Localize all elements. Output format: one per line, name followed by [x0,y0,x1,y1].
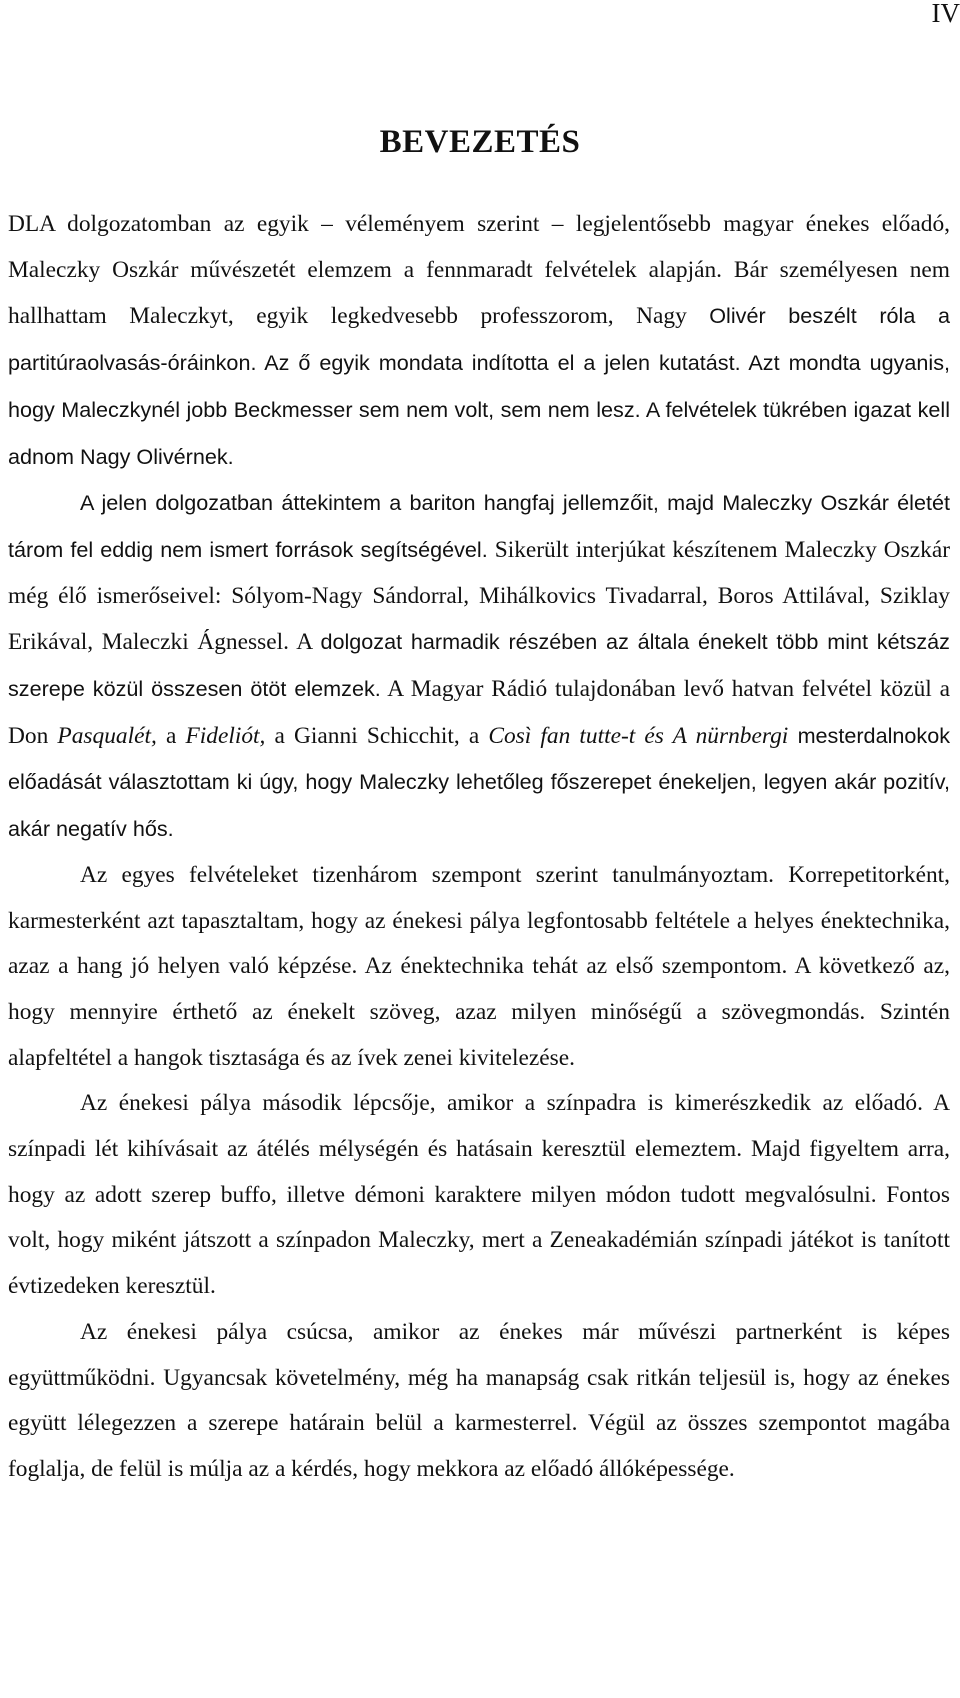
page-number: IV [931,0,960,28]
page-title: BEVEZETÉS [379,124,581,160]
paragraph-2-italic-cosi: Così fan tutte-t és A nürnbergi [488,722,789,749]
paragraph-2-part-f: a [156,722,186,749]
paragraph-1-part-a: DLA dolgozatomban az egyik – véleményem szerint – legjelentősebb magyar énekes előadó, Maleczky Oszkár művészetét elemzem a fennmaradt felvételek alapján. Bár személyesen nem hallhattam Maleczkyt, egyik legkedvesebb professzorom, Nagy [8,211,950,330]
paragraph-3: Az egyes felvételeket tizenhárom szempont szerint tanulmányoztam. Korrepetitorként, karmesterként azt tapasztaltam, hogy az énekesi pálya legfontosabb feltétele a helyes énektechnika, azaz a hang jó helyen való képzése. Az énektechnika tehát az első szempontom. A következő az, hogy mennyire érthető az énekelt szöveg, azaz milyen minőségű a szövegmondás. Szintén alapfeltétel a hangok tisztasága és az ívek zenei kivitelezése. [8,861,950,1071]
paragraph-1 [8,202,950,480]
paragraph-5: Az énekesi pálya csúcsa, amikor az énekes már művészi partnerként is képes együttműködni. Ugyancsak követelmény, még ha manapság csak ritkán teljesül is, hogy az énekes együtt lélegezzen a szerepe határain belül a karmesterrel. Végül az összes szempontot magába foglalja, de felül is múlja az a kérdés, hogy mekkora az előadó állóképessége. [8,1318,950,1482]
paragraph-2-part-h: a Gianni Schicchit, a [265,722,489,749]
paragraph-2-part-b: Sikerült interjúkat készítenem Maleczky Oszkár még élő ismerőseivel: Sólyom-Nagy Sándorral, Mihálkovics Tivadarral, Boros Attilával, Sziklay Erikával, Maleczki Ágnessel. A [8,536,951,656]
paragraph-2-italic-fidelio: Fideliót, [185,722,266,749]
paragraph-2-italic-pasquale: Pasqualét, [57,722,157,749]
paragraph-2-part-a: A jelen dolgozatban áttekintem a bariton hangfaj jellemzőit, majd Maleczky Oszkár életét tárom fel eddig nem ismert források segítségével. [8,490,950,562]
paragraph-4: Az énekesi pálya második lépcsője, amikor a színpadra is kimerészkedik az előadó. A színpadi lét kihívásait az átélés mélységén és hatásain keresztül elemeztem. Majd figyeltem arra, hogy az adott szerep buffo, illetve démoni karaktere milyen módon tudott megvalósulni. Fontos volt, hogy miként játszott a színpadon Maleczky, mert a Zeneakadémián színpadi játékot is tanított évtizedeken keresztül. [8,1090,950,1300]
paragraph-2 [8,480,950,853]
paragraph-2-part-d: A Magyar Rádió tulajdonában levő hatvan felvétel közül a Don [8,676,950,749]
body-text [8,202,950,1493]
paragraph-2-part-c: dolgozat harmadik részében az általa énekelt több mint kétszáz szerepe közül összesen ötöt elemzek. [8,629,950,702]
paragraph-1-part-b: Olivér beszélt róla a partitúraolvasás-óráinkon. Az ő egyik mondata indította el a jelen kutatást. Azt mondta ugyanis, hogy Maleczkynél jobb Beckmesser sem nem volt, sem nem lesz. A felvételek tükrében igazat kell adnom Nagy Olivérnek. [8,303,950,469]
paragraph-2-part-j: mesterdalnokok előadását választottam ki úgy, hogy Maleczky lehetőleg főszerepet énekeljen, legyen akár pozitív, akár negatív hős. [8,722,950,842]
